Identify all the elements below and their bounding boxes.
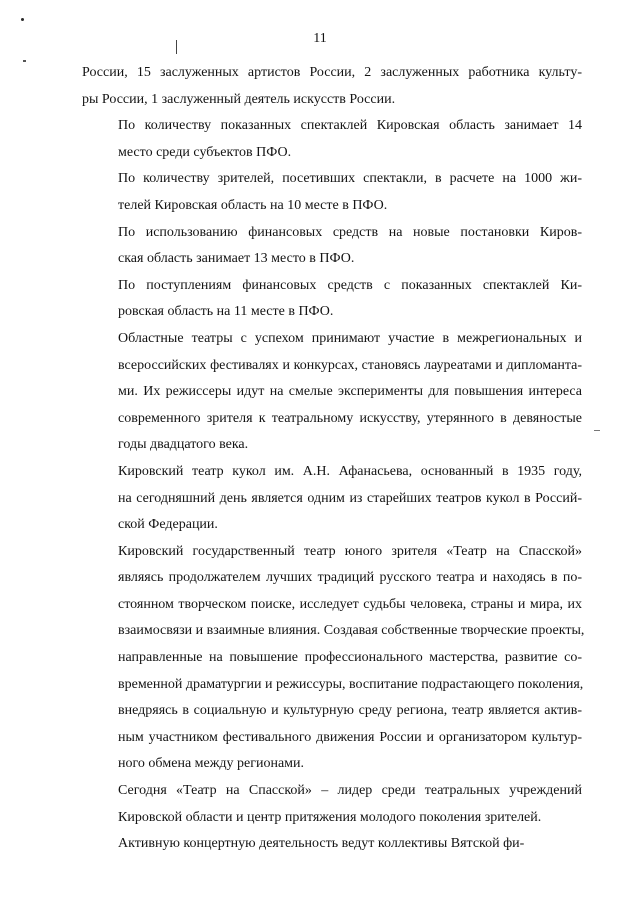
paragraph (82, 326, 582, 459)
text-line: являясь продолжателем лучших традиций русского театра и находясь в по- (118, 570, 582, 586)
paragraph (82, 778, 582, 831)
text-line: Активную концертную деятельность ведут коллективы Вятской фи- (118, 836, 525, 852)
text-line: По использованию финансовых средств на новые постановки Киров- (118, 224, 582, 240)
text-line: всероссийских фестивалях и конкурсах, становясь лауреатами и дипломанта- (118, 357, 582, 373)
text-line: Сегодня «Театр на Спасской» – лидер среди театральных учреждений (118, 783, 582, 799)
paragraph (82, 539, 585, 778)
text-line: современного зрителя к театральному искусству, утерянного в девяностые (118, 410, 582, 426)
text-line: ного обмена между регионами. (118, 756, 305, 772)
body-text (82, 60, 585, 858)
text-line: взаимосвязи и взаимные влияния. Создавая собственные творческие проекты, (118, 623, 585, 639)
text-line: годы двадцатого века. (118, 437, 249, 453)
scan-speck (23, 60, 26, 62)
text-line: Областные театры с успехом принимают участие в межрегиональных и (118, 330, 582, 346)
scan-speck (594, 430, 600, 431)
text-line: направленные на повышение профессионального мастерства, развитие со- (118, 650, 582, 666)
text-line: Кировский государственный театр юного зрителя «Театр на Спасской» (118, 543, 582, 559)
scan-speck (21, 18, 24, 21)
text-line: По количеству показанных спектаклей Кировская область занимает 14 (118, 118, 582, 134)
text-line: телей Кировская область на 10 месте в ПФО. (118, 197, 388, 213)
paragraph (82, 831, 582, 858)
text-line: место среди субъектов ПФО. (118, 144, 292, 160)
text-line: Кировской области и центр притяжения молодого поколения зрителей. (118, 809, 542, 825)
paragraph (82, 459, 582, 539)
text-line: ской Федерации. (118, 517, 218, 533)
text-line: ры России, 1 заслуженный деятель искусств России. (82, 91, 396, 107)
text-line: России, 15 заслуженных артистов России, 2 заслуженных работника культу- (82, 65, 582, 80)
text-line: ным участником фестивального движения России и организатором культур- (118, 729, 582, 745)
text-line: ми. Их режиссеры идут на смелые эксперименты для повышения интереса (118, 384, 582, 400)
paragraph (82, 113, 582, 166)
text-line: По поступлениям финансовых средств с показанных спектаклей Ки- (118, 277, 582, 293)
paragraph (82, 220, 582, 273)
text-line: временной драматургии и режиссуры, воспитание подрастающего поколения, (118, 676, 584, 692)
paragraph (82, 166, 582, 219)
text-line: ровская область на 11 месте в ПФО. (118, 304, 334, 320)
text-line: на сегодняшний день является одним из старейших театров кукол в Россий- (118, 490, 582, 506)
text-line: стоянном творческом поиске, исследует судьбы человека, страны и мира, их (118, 596, 582, 612)
text-line: Кировский театр кукол им. А.Н. Афанасьева, основанный в 1935 году, (118, 463, 582, 479)
paragraph (82, 273, 582, 326)
paragraph (82, 60, 582, 113)
text-line: По количеству зрителей, посетивших спектакли, в расчете на 1000 жи- (118, 171, 582, 187)
text-line: внедряясь в социальную и культурную среду региона, театр является актив- (118, 703, 582, 719)
text-line: ская область занимает 13 место в ПФО. (118, 251, 355, 267)
page-number: 11 (313, 31, 327, 46)
